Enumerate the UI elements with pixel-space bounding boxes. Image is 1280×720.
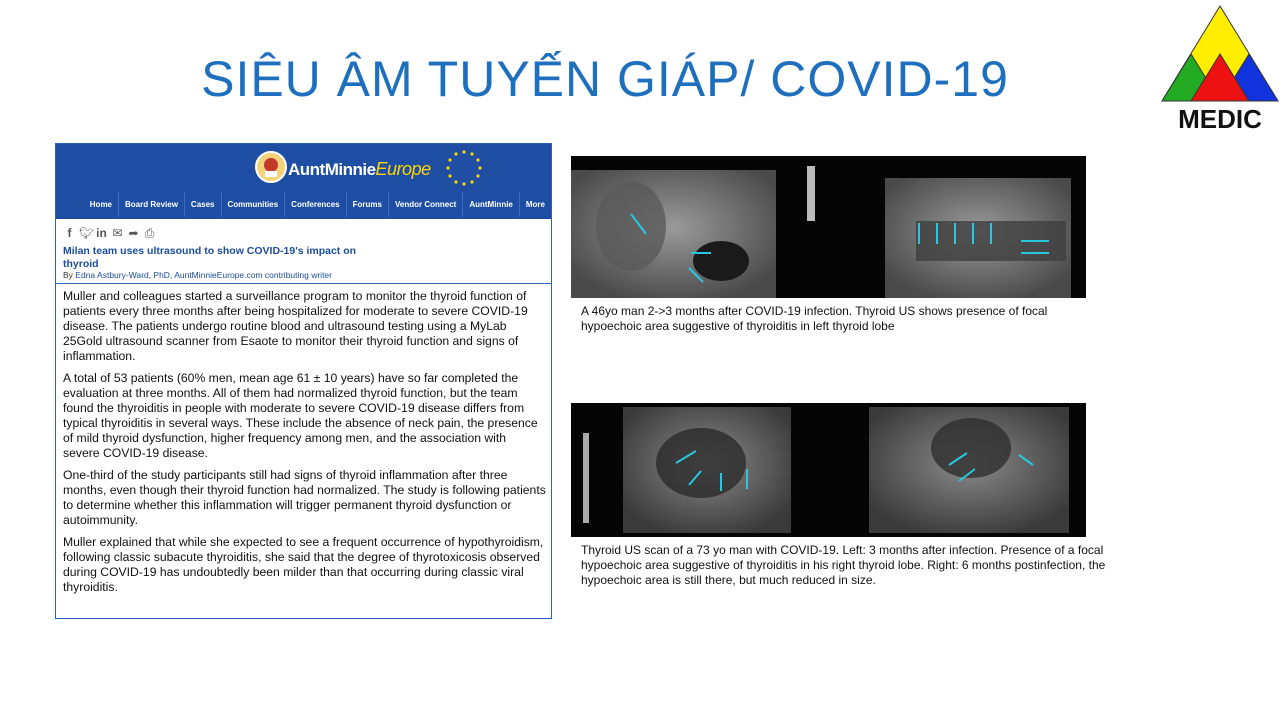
nav-more[interactable]: More	[519, 192, 551, 217]
eu-stars-icon	[444, 148, 484, 188]
nav-forums[interactable]: Forums	[346, 192, 388, 217]
ultrasound-image-1	[571, 156, 1086, 298]
brand-suffix: Europe	[375, 159, 431, 179]
brand-name[interactable]	[288, 159, 431, 180]
facebook-icon[interactable]: f	[67, 226, 72, 240]
brand-globe-icon	[254, 150, 288, 184]
share-bar	[63, 226, 156, 241]
nav-board-review[interactable]: Board Review	[118, 192, 184, 217]
article-body	[63, 289, 546, 602]
site-banner	[56, 144, 551, 219]
image-1-caption: A 46yo man 2->3 months after COVID-19 infection. Thyroid US shows presence of focal hypoechoic area suggestive of thyroiditis in left thyroid lobe	[581, 304, 1048, 333]
nav-home[interactable]: Home	[89, 200, 113, 209]
image-2-caption: Thyroid US scan of a 73 yo man with COVID-19. Left: 3 months after infection. Presence of a focal hypoechoic area suggestive of thyroiditis in his right thyroid lobe. Right: 6 months postinfection, the hypoechoic area is still there, but much reduced in size.	[581, 543, 1106, 587]
linkedin-icon[interactable]: in	[96, 226, 107, 240]
slide-title: SIÊU ÂM TUYẾN GIÁP/ COVID-19	[201, 51, 1009, 107]
byline-prefix: By	[63, 270, 73, 280]
logo-text: MEDIC	[1178, 104, 1262, 134]
article-byline	[63, 270, 332, 280]
nav-auntminnie[interactable]: AuntMinnie	[462, 192, 519, 217]
nav-vendor-connect[interactable]: Vendor Connect	[388, 192, 462, 217]
divider	[56, 283, 551, 284]
article-paragraph: A total of 53 patients (60% men, mean age 61 ± 10 years) have so far completed the evaluation at three months. All of them had normalized thyroid function, but the team found the thyroiditis in people with moderate to severe COVID-19 disease differs from typical thyroiditis in several ways. These include the absence of neck pain, the presence of mild thyroid dysfunction, higher frequency among men, and the association with severe COVID-19 disease.	[63, 371, 538, 460]
brand-main: AuntMinnie	[288, 160, 376, 179]
article-paragraph: One-third of the study participants still had signs of thyroid inflammation after three months, even though their thyroid function had normalized. The study is following patients to determine whether this inflammation will trigger permanent thyroid dysfunction or autoimmunity.	[63, 468, 546, 527]
site-nav	[56, 192, 551, 217]
nav-conferences[interactable]: Conferences	[284, 192, 345, 217]
article-paragraph: Muller and colleagues started a surveillance program to monitor the thyroid function of patients every three months after being hospitalized for moderate to severe COVID-19 disease. The patients undergo routine blood and ultrasound testing using a MyLab 25Gold ultrasound scanner from Esaote to monitor their thyroid function and signs of inflammation.	[63, 289, 528, 363]
article-screenshot	[55, 143, 552, 619]
byline-author[interactable]: Edna Astbury-Ward, PhD, AuntMinnieEurope.com contributing writer	[75, 270, 332, 280]
share-icon[interactable]: ➦	[128, 226, 139, 240]
email-icon[interactable]: ✉	[112, 226, 123, 240]
ultrasound-image-2	[571, 403, 1086, 537]
article-paragraph: Muller explained that while she expected to see a frequent occurrence of hypothyroidism, following classic subacute thyroiditis, she said that the degree of thyrotoxicosis observed during COVID-19 has undoubtedly been milder than that occurring during classic viral thyroiditis.	[63, 535, 544, 594]
print-icon[interactable]: ⎙	[144, 226, 155, 240]
nav-communities[interactable]: Communities	[221, 192, 285, 217]
twitter-icon[interactable]: 🐦︎	[79, 226, 95, 240]
nav-cases[interactable]: Cases	[184, 192, 221, 217]
article-headline[interactable]: Milan team uses ultrasound to show COVID-19's impact on thyroid	[63, 245, 357, 270]
